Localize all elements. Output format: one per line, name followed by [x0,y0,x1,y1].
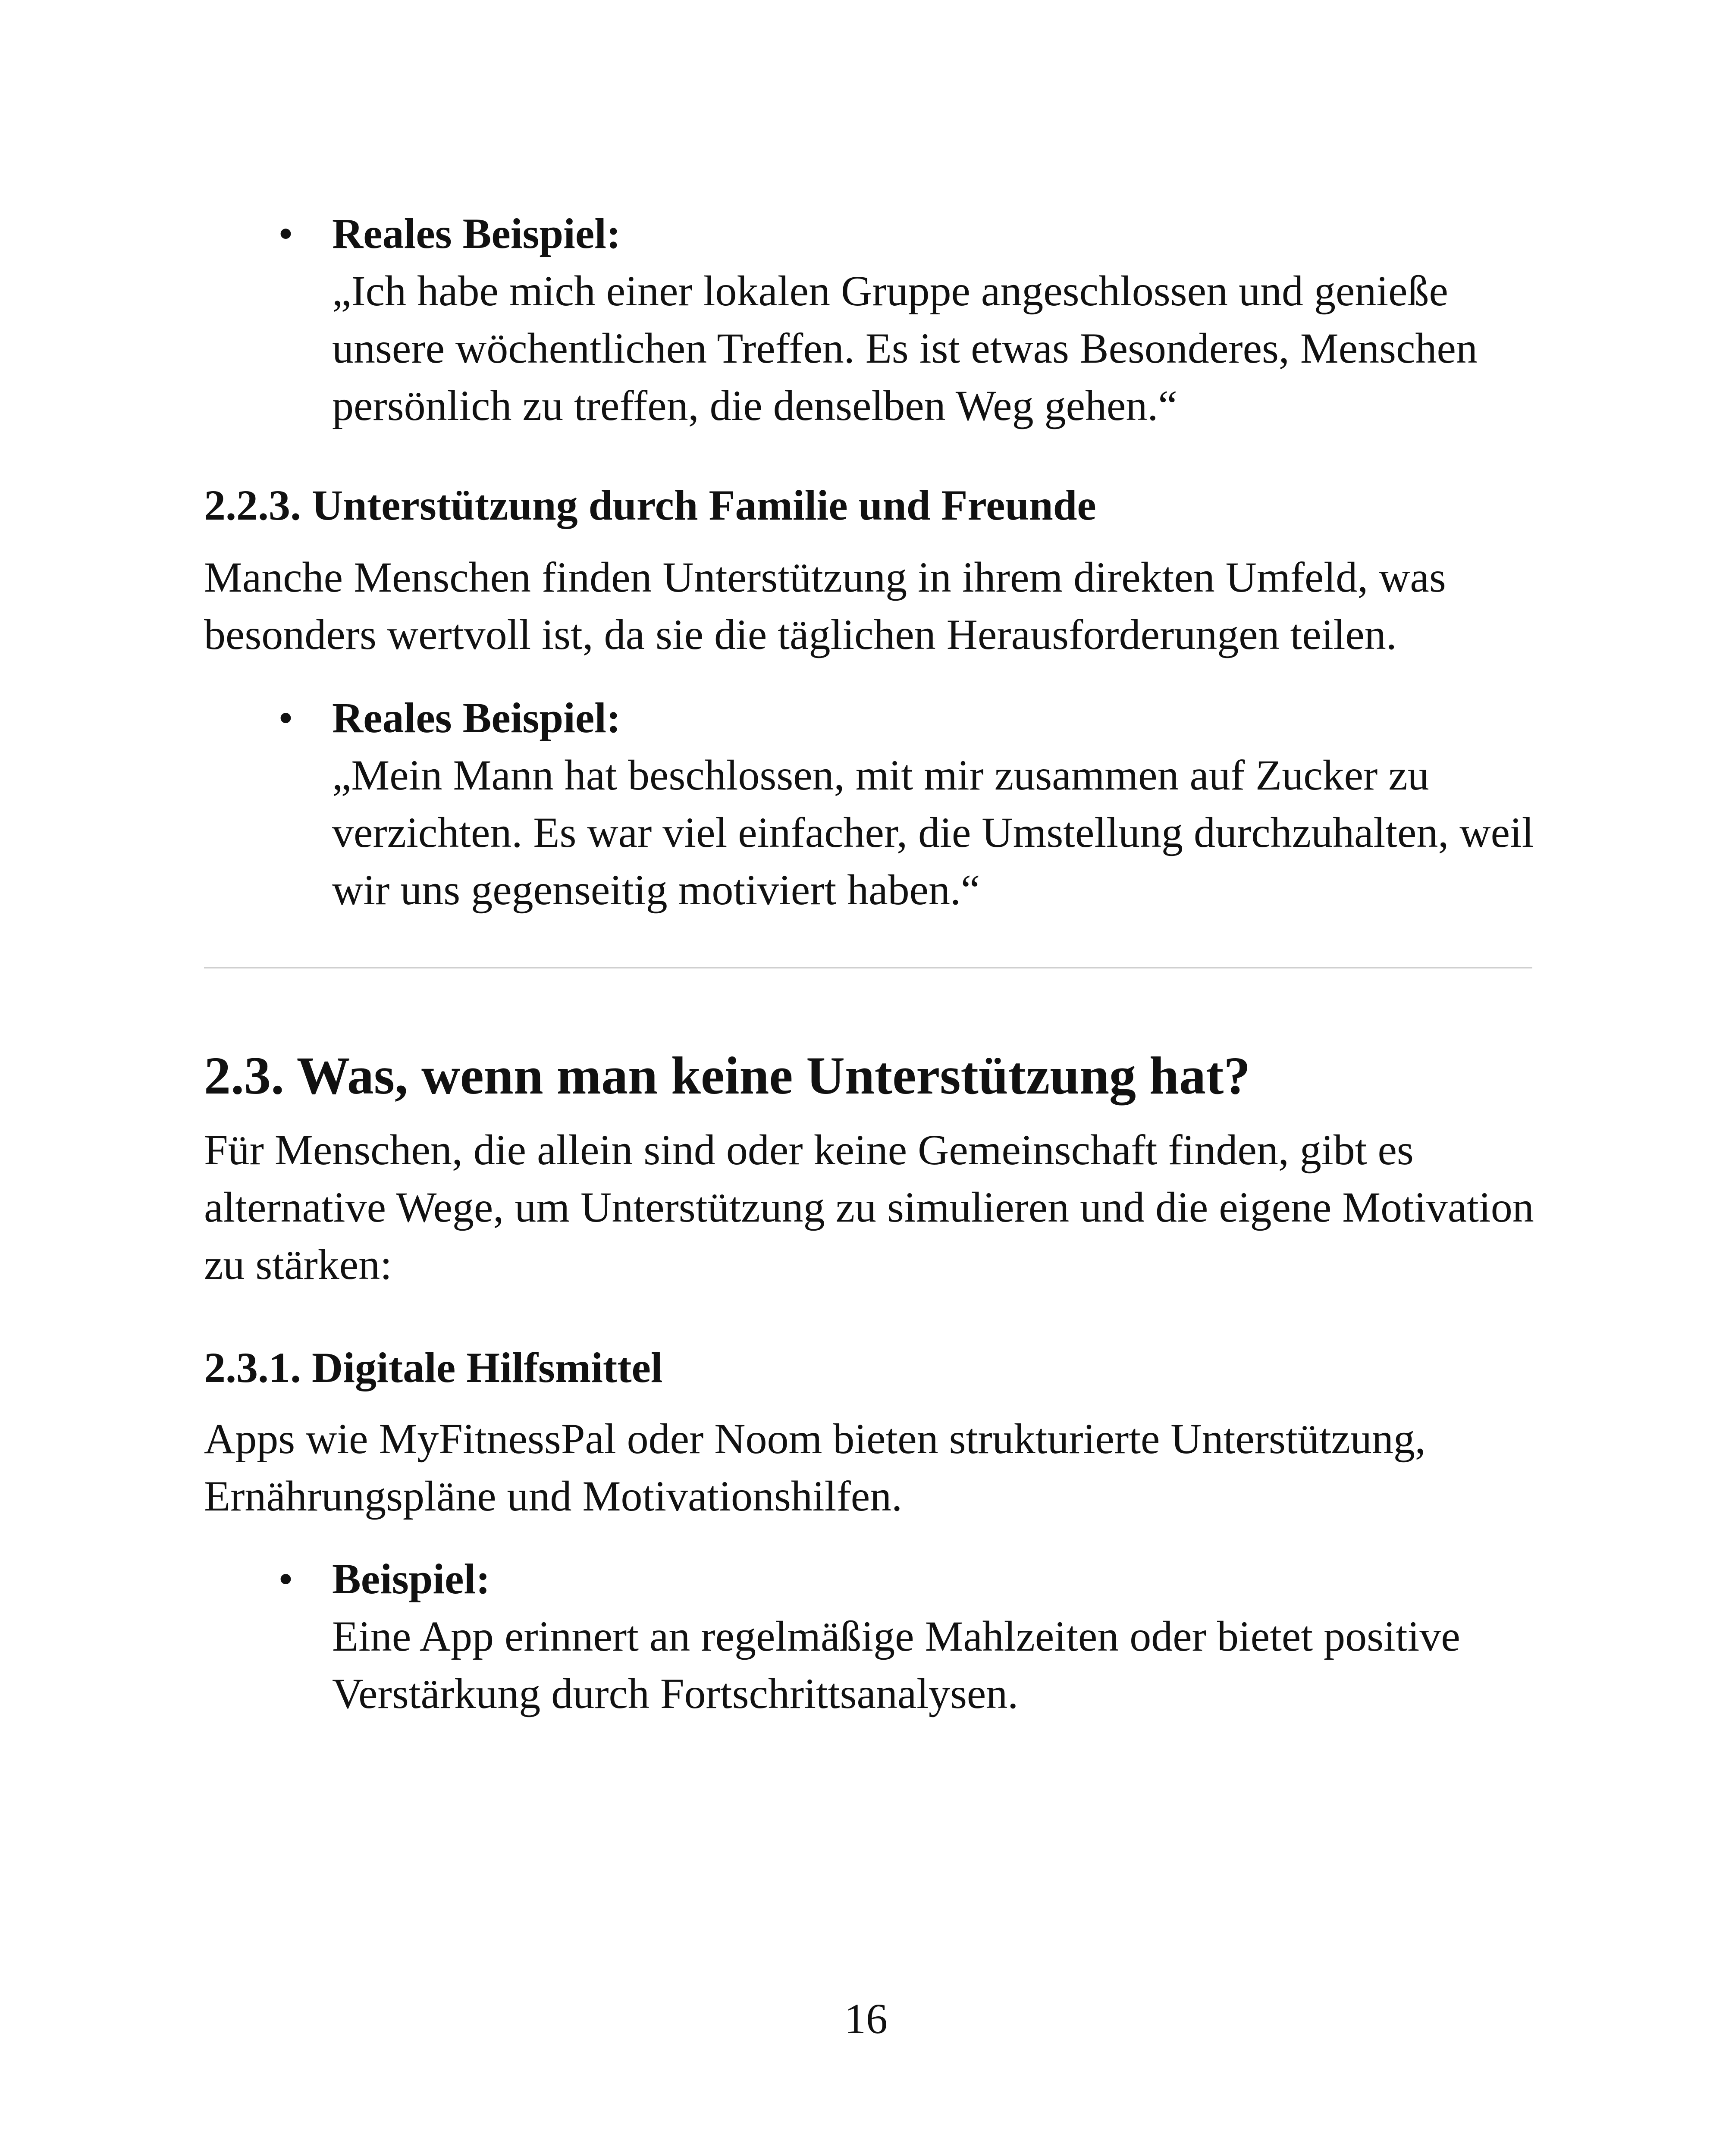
section-heading-2-3-1: 2.3.1. Digitale Hilfsmittel [204,1344,663,1391]
bullet-heading: Reales Beispiel: [332,210,621,257]
list-item-real-example-group [276,205,1527,434]
list-item-real-example-family [276,689,1534,918]
list-item-example-app [276,1550,1527,1722]
bullet-quote: „Ich habe mich einer lokalen Gruppe angeschlossen und genieße unsere wöchentlichen Treffen. Es ist etwas Besonderes, Menschen persönlich zu treffen, die denselben Weg gehen.“ [332,267,1478,429]
bullet-marker: • [278,1555,293,1603]
bullet-quote: „Mein Mann hat beschlossen, mit mir zusammen auf Zucker zu verzichten. Es war viel einfacher, die Umstellung durchzuhalten, weil wir uns gegenseitig motiviert haben.“ [332,751,1534,914]
bullet-text: Eine App erinnert an regelmäßige Mahlzeiten oder bietet positive Verstärkung durch Fortschrittsanalysen. [332,1612,1460,1717]
section-divider [204,967,1532,968]
section-2-2-3 [204,476,1532,534]
section-paragraph-2-3-1: Apps wie MyFitnessPal oder Noom bieten strukturierte Unterstützung, Ernährungspläne und Motivationshilfen. [204,1415,1426,1520]
bullet-marker: • [278,210,293,257]
section-paragraph-2-3: Für Menschen, die allein sind oder keine Gemeinschaft finden, gibt es alternative Wege, um Unterstützung zu simulieren und die eigene Motivation zu stärken: [204,1126,1534,1288]
page-number: 16 [844,1995,888,2043]
section-2-3-body [204,1121,1532,1293]
section-2-3-1 [204,1339,1532,1396]
section-heading-2-2-3: 2.2.3. Unterstützung durch Familie und Freunde [204,481,1096,529]
bullet-heading: Beispiel: [332,1555,490,1603]
section-heading-2-3: 2.3. Was, wenn man keine Unterstützung hat? [204,1046,1251,1105]
section-2-2-3-body [204,548,1532,663]
bullet-marker: • [278,694,293,742]
section-2-3-1-body [204,1410,1532,1525]
section-2-3 [204,1041,1532,1110]
section-paragraph-2-2-3: Manche Menschen finden Unterstützung in ihrem direkten Umfeld, was besonders wertvoll ist, da sie die täglichen Herausforderungen teilen. [204,553,1446,658]
bullet-heading: Reales Beispiel: [332,694,621,742]
